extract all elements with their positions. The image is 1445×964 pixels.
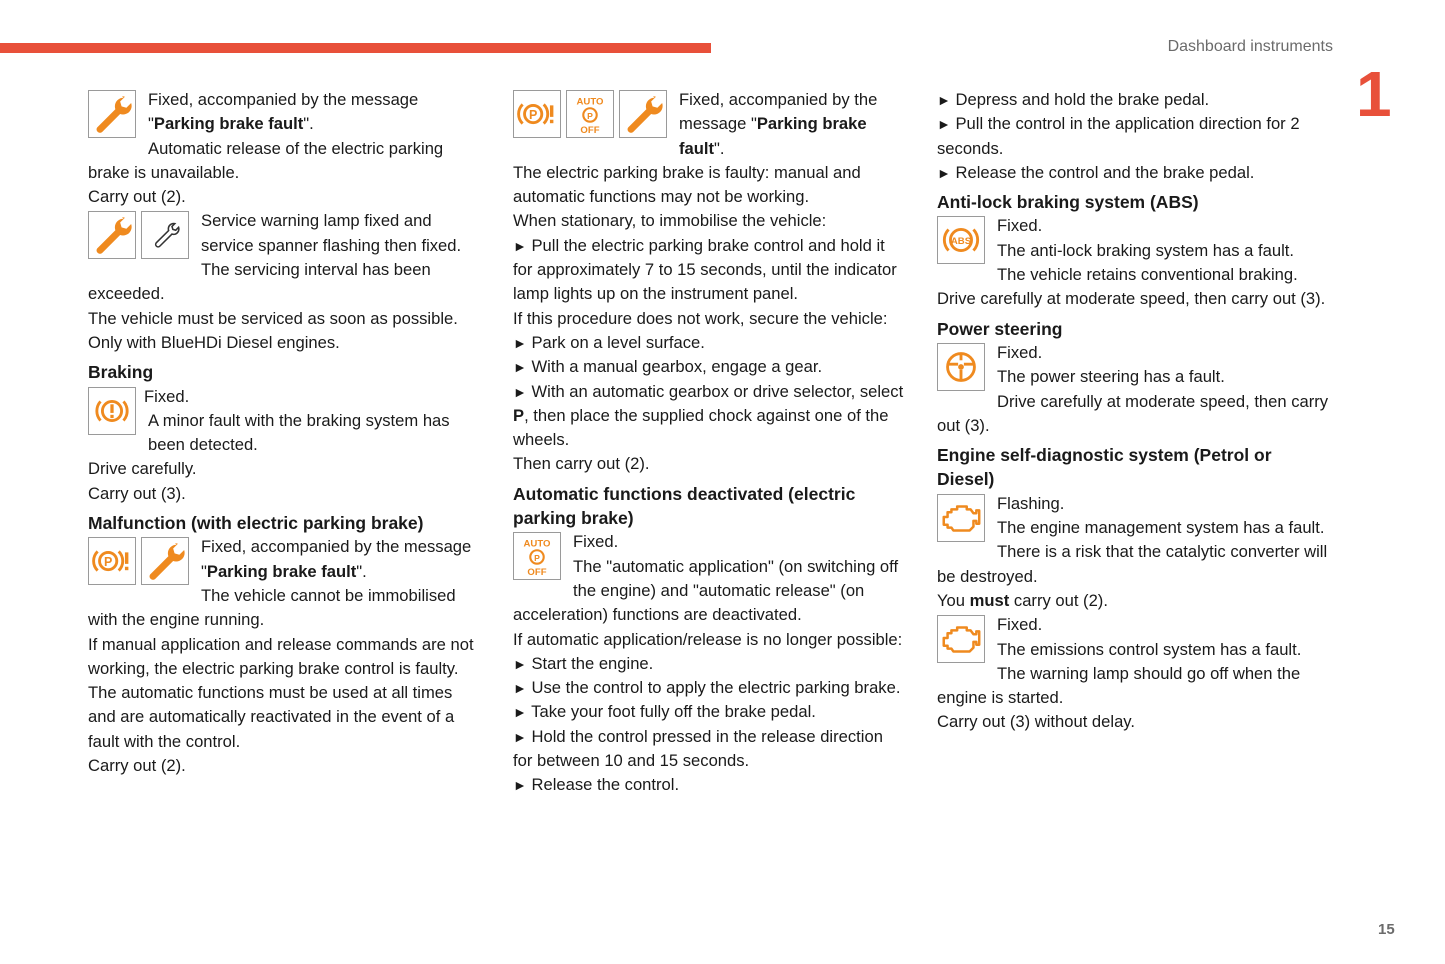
bullet-arrow: ► bbox=[937, 164, 951, 181]
header-accent-bar bbox=[0, 43, 711, 53]
bullet-arrow: ► bbox=[513, 728, 527, 745]
warning-block-service-wrench: Fixed, accompanied by the message "Parking brake fault". Automatic release of the electric parking brake is unavailable. Carry out (2). bbox=[88, 90, 444, 207]
bullet-arrow: ► bbox=[513, 704, 527, 721]
engine-icon bbox=[937, 494, 985, 542]
auto-off-icon bbox=[566, 90, 614, 138]
abs-icon bbox=[937, 216, 985, 264]
spanner-icon bbox=[141, 211, 189, 259]
wrench-icon bbox=[141, 537, 189, 585]
column-middle bbox=[513, 88, 905, 798]
section-title: Dashboard instruments bbox=[1167, 38, 1333, 55]
column-right: ► Depress and hold the brake pedal. ► Pull the control in the application direction for 2 seconds. ► Release the control and the brake pedal. Anti-lock braking system (ABS) ABS Fixed. The anti-lock braking system has a fault. The vehicle retains conventional braking. Drive carefully at moderate speed, then carry out (3). Power steering Fixed. The power steering has a fault. Drive carefully at moderate speed, then carry out (3). Engine self-diagnostic system (Petrol or Diesel) Flashing. The engine management system has a fault. There is a risk that the catalytic converter will be destroyed. You must carry out (2). Fixed. The emissions control system has a fault. The warning lamp should go off when the engine is started. Carry out (3) without delay. bbox=[937, 88, 1333, 735]
chapter-number: 1 bbox=[1356, 58, 1392, 130]
warning-block-service-interval: Service warning lamp fixed and service spanner flashing then fixed. The servicing interval has been exceeded. The vehicle must be serviced as soon as possible. Only with BlueHDi Diesel engines. bbox=[88, 211, 462, 352]
parking-brake-icon bbox=[513, 90, 561, 138]
engine-icon bbox=[937, 615, 985, 663]
icon-group bbox=[88, 211, 194, 259]
icon-group bbox=[513, 532, 566, 580]
icon-group bbox=[88, 387, 141, 435]
auto-off-icon bbox=[513, 532, 561, 580]
warning-block-engine-fixed: Fixed. The emissions control system has a fault. The warning lamp should go off when the engine is started. Carry out (3) without delay. bbox=[937, 615, 1302, 732]
off-label: OFF bbox=[580, 125, 600, 137]
off-label: OFF bbox=[527, 567, 547, 579]
warning-block-malfunction: Fixed, accompanied by the message "Parking brake fault". The vehicle cannot be immobilised with the engine running. If manual application and release commands are not working, the electric parking brake control is faulty. The automatic functions must be used at all times and are automatically reactivated in the event of a fault with the control. Carry out (2). bbox=[88, 537, 474, 776]
bullet-arrow: ► bbox=[937, 116, 951, 133]
icon-group bbox=[937, 494, 990, 542]
icon-group bbox=[88, 90, 141, 138]
bullet-arrow: ► bbox=[513, 655, 527, 672]
icon-group bbox=[513, 90, 672, 138]
heading-abs: Anti-lock braking system (ABS) bbox=[937, 192, 1199, 213]
wrench-icon bbox=[88, 211, 136, 259]
warning-block-auto-deactivated: AUTO P OFF Fixed. The "automatic application" (on switching off the engine) and "automatic release" (on acceleration) functions are deactivated. If automatic application/release is no longer possible: ► Start the engine. ► Use the control to apply the electric parking brake. ► Take your foot fully off the brake pedal. ► Hold the control pressed in the release direction for between 10 and 15 seconds. ► Release the control. bbox=[513, 532, 903, 795]
abs-label: ABS bbox=[950, 236, 972, 248]
warning-block-power-steering: Fixed. The power steering has a fault. Drive carefully at moderate speed, then carry out (3). bbox=[937, 342, 1329, 435]
bullet-arrow: ► bbox=[513, 237, 527, 254]
warning-block-braking: Fixed. A minor fault with the braking system has been detected. Drive carefully. Carry out (3). bbox=[88, 386, 450, 503]
page-number: 15 bbox=[1378, 921, 1395, 938]
auto-label: AUTO bbox=[576, 96, 604, 108]
bullet-arrow: ► bbox=[513, 383, 527, 400]
column-left bbox=[88, 88, 484, 778]
heading-engine-diagnostic: Engine self-diagnostic system (Petrol or Diesel) bbox=[937, 445, 1272, 490]
warning-block-abs: ABS Fixed. The anti-lock braking system has a fault. The vehicle retains conventional braking. Drive carefully at moderate speed, then carry out (3). bbox=[937, 216, 1326, 309]
wrench-icon bbox=[619, 90, 667, 138]
wrench-icon bbox=[88, 90, 136, 138]
warning-block-engine-flashing: Flashing. The engine management system has a fault. There is a risk that the catalytic converter will be destroyed. You must carry out (2). bbox=[937, 493, 1328, 610]
p-label: P bbox=[534, 553, 540, 564]
warning-block-epb-fault: AUTO P OFF Fixed, accompanied by the message "Parking brake fault". The electric parking brake is faulty: manual and automatic functions may not be working. When stationary, to immobilise the vehicle: ► Pull the electric parking brake control and hold it for approximately 7 to 15 seconds, until the indicator lamp lights up on the instrument panel. If this procedure does not work, secure the vehicle: ► Park on a level surface. ► With a manual gearbox, engage a gear. ► With an automatic gearbox or drive selector, select P, then place the supplied chock against one of the wheels. Then carry out (2). bbox=[513, 90, 904, 474]
heading-automatic-functions: Automatic functions deactivated (electric parking brake) bbox=[513, 483, 856, 529]
icon-group bbox=[937, 615, 990, 663]
auto-label: AUTO bbox=[523, 538, 551, 550]
bullet-arrow: ► bbox=[513, 680, 527, 697]
icon-group bbox=[937, 216, 990, 264]
brake-warning-icon bbox=[88, 387, 136, 435]
steering-wheel-icon bbox=[937, 343, 985, 391]
heading-braking: Braking bbox=[88, 362, 154, 383]
bullet-arrow: ► bbox=[937, 92, 951, 108]
bullet-arrow: ► bbox=[513, 777, 527, 794]
bullet-arrow: ► bbox=[513, 334, 527, 351]
p-label: P bbox=[587, 110, 593, 121]
icon-group bbox=[88, 537, 194, 585]
heading-malfunction: Malfunction (with electric parking brake) bbox=[88, 513, 424, 534]
parking-brake-icon bbox=[88, 537, 136, 585]
heading-power-steering: Power steering bbox=[937, 318, 1063, 339]
bullet-arrow: ► bbox=[513, 359, 527, 376]
icon-group bbox=[937, 343, 990, 391]
